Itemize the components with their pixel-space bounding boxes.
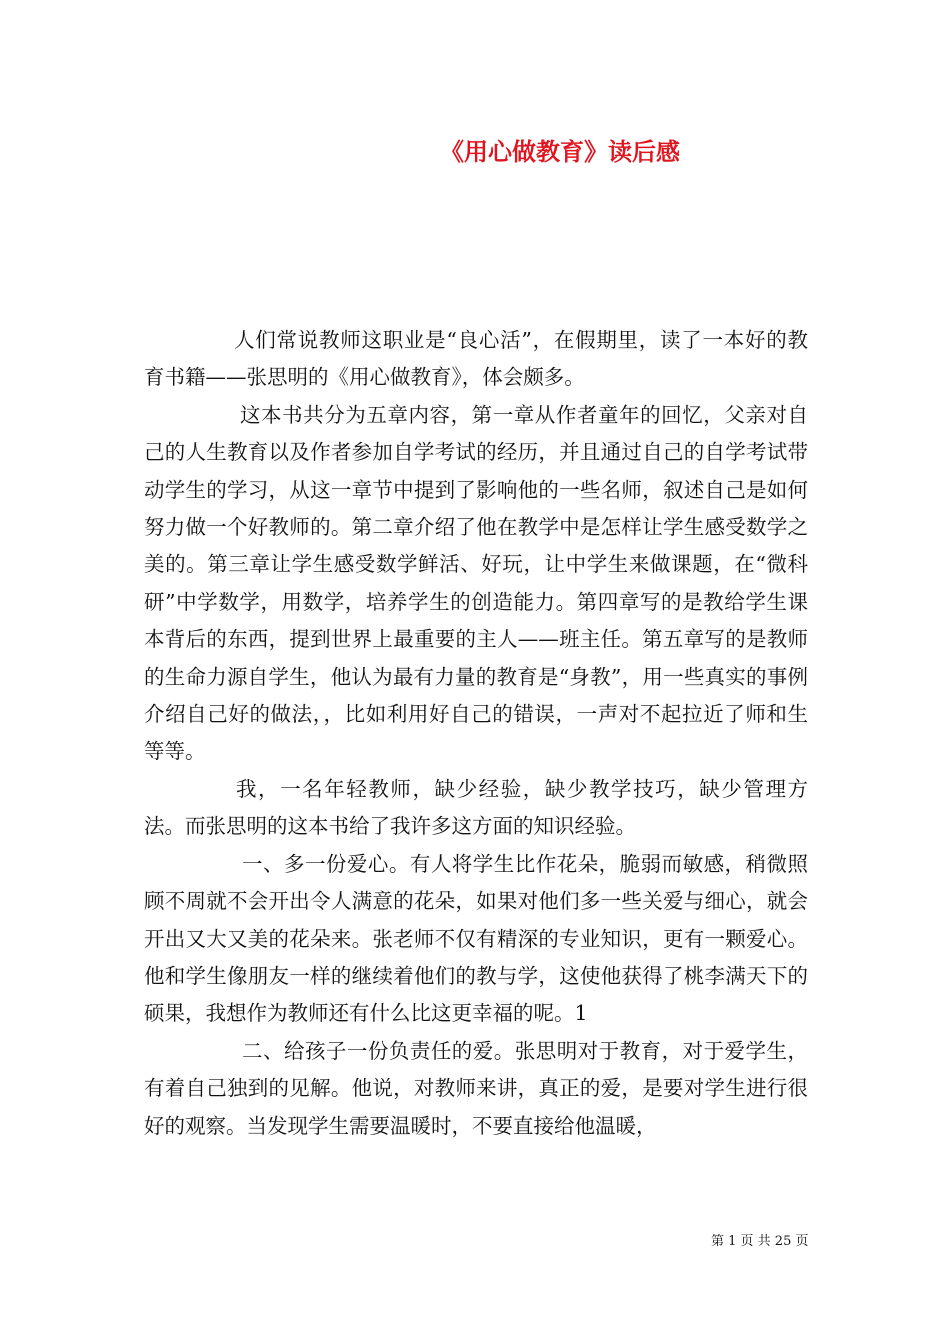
paragraph-2: 这本书共分为五章内容，第一章从作者童年的回忆，父亲对自己的人生教育以及作者参加自学考试的经历，并且通过自己的自学考试带动学生的学习，从这一章节中提到了影响他的一些名师，叙述自己是如何努力做一个好教师的。第二章介绍了他在教学中是怎样让学生感受数学之美的。第三章让学生感受数学鲜活、好玩，让中学生来做课题，在“微科研”中学数学，用数学，培养学生的创造能力。第四章写的是教给学生课本背后的东西，提到世界上最重要的主人——班主任。第五章写的是教师的生命力源自学生，他认为最有力量的教育是“身教”，用一些真实的事例介绍自己好的做法，，比如利用好自己的错误，一声对不起拉近了师和生等等。 xyxy=(144,402,808,764)
document-body xyxy=(144,322,808,1145)
paragraph-5: 二、给孩子一份负责任的爱。张思明对于教育，对于爱学生，有着自己独到的见解。他说，对教师来讲，真正的爱，是要对学生进行很好的观察。当发现学生需要温暖时，不要直接给他温暖， xyxy=(144,1038,808,1138)
page-number-footer: 第 1 页 共 25 页 xyxy=(711,1234,809,1249)
paragraph-1: 人们常说教师这职业是“良心活”，在假期里，读了一本好的教育书籍——张思明的《用心做教育》，体会颇多。 xyxy=(144,328,808,390)
paragraph-3: 我，一名年轻教师，缺少经验，缺少教学技巧，缺少管理方法。而张思明的这本书给了我许多这方面的知识经验。 xyxy=(144,776,808,839)
document-title: 《用心做教育》读后感 xyxy=(440,137,680,166)
paragraph-4: 一、多一份爱心。有人将学生比作花朵，脆弱而敏感，稍微照顾不周就不会开出令人满意的花朵，如果对他们多一些关爱与细心，就会开出又大又美的花朵来。张老师不仅有精深的专业知识，更有一颗爱心。他和学生像朋友一样的继续着他们的教与学，这使他获得了桃李满天下的硕果，我想作为教师还有什么比这更幸福的呢。1 xyxy=(144,851,808,1026)
